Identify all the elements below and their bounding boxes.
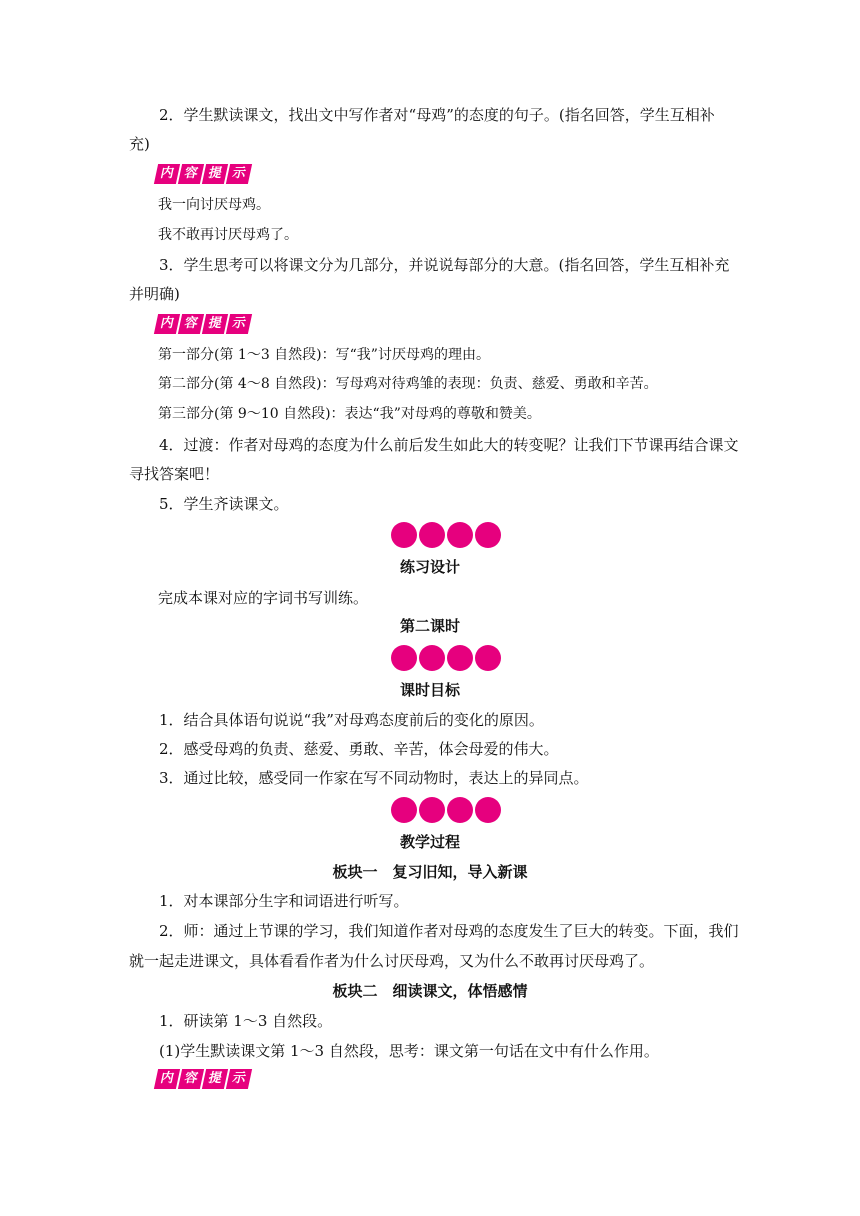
part-3-text: 第三部分(第 9～10 自然段)：表达“我”对母鸡的尊敬和赞美。 — [158, 406, 541, 422]
tip-char: 内 — [154, 164, 180, 184]
block2-step1-sub1: (1)学生默读课文第 1～3 自然段，思考：课文第一句话在文中有什么作用。 — [159, 1042, 659, 1060]
part-1-text: 第一部分(第 1～3 自然段)：写“我”讨厌母鸡的理由。 — [158, 347, 490, 363]
block1-step1: 1．对本课部分生字和词语进行听写。 — [159, 892, 409, 910]
heading-process: 教学过程 — [399, 833, 460, 851]
heading-lesson-2: 第二课时 — [399, 617, 460, 635]
tip-char: 提 — [202, 1069, 228, 1089]
section-block-2: 板块二 细读课文，体悟感情 — [332, 982, 528, 1000]
goal-1: 1．结合具体语句说说“我”对母鸡态度前后的变化的原因。 — [159, 711, 544, 729]
content-tip-badge — [156, 164, 250, 184]
tip-text-2: 我不敢再讨厌母鸡了。 — [158, 227, 298, 243]
tip-char: 提 — [202, 164, 228, 184]
paragraph-step4-line1: 4．过渡：作者对母鸡的态度为什么前后发生如此大的转变呢？让我们下节课再结合课文 — [159, 436, 739, 454]
tip-char: 内 — [154, 1069, 180, 1089]
decorative-hearts-icon — [390, 795, 502, 825]
block2-step1: 1．研读第 1～3 自然段。 — [159, 1012, 333, 1030]
paragraph-step3-line1: 3．学生思考可以将课文分为几部分，并说说每部分的大意。(指名回答，学生互相补充 — [159, 256, 730, 274]
tip-char: 容 — [178, 314, 204, 334]
paragraph-step5: 5．学生齐读课文。 — [159, 495, 289, 513]
tip-char: 示 — [226, 164, 252, 184]
tip-char: 示 — [226, 314, 252, 334]
goal-3: 3．通过比较，感受同一作家在写不同动物时，表达上的异同点。 — [159, 769, 589, 787]
tip-char: 内 — [154, 314, 180, 334]
tip-char: 容 — [178, 164, 204, 184]
goal-2: 2．感受母鸡的负责、慈爱、勇敢、辛苦，体会母爱的伟大。 — [159, 740, 559, 758]
paragraph-step2-line1: 2．学生默读课文，找出文中写作者对“母鸡”的态度的句子。(指名回答，学生互相补 — [159, 106, 715, 124]
heading-practice: 练习设计 — [399, 558, 460, 576]
tip-char: 示 — [226, 1069, 252, 1089]
tip-char: 提 — [202, 314, 228, 334]
content-tip-badge — [156, 1069, 250, 1089]
decorative-hearts-icon — [390, 643, 502, 673]
paragraph-step2-line2: 充) — [129, 135, 150, 153]
part-2-text: 第二部分(第 4～8 自然段)：写母鸡对待鸡雏的表现：负责、慈爱、勇敢和辛苦。 — [158, 376, 658, 392]
content-tip-badge — [156, 314, 250, 334]
tip-text-1: 我一向讨厌母鸡。 — [158, 197, 270, 213]
section-block-1: 板块一 复习旧知，导入新课 — [332, 863, 528, 881]
block1-step2-line2: 就一起走进课文，具体看看作者为什么讨厌母鸡，又为什么不敢再讨厌母鸡了。 — [129, 952, 655, 970]
paragraph-step4-line2: 寻找答案吧！ — [129, 465, 220, 483]
practice-text: 完成本课对应的字词书写训练。 — [158, 589, 369, 607]
tip-char: 容 — [178, 1069, 204, 1089]
block1-step2-line1: 2．师：通过上节课的学习，我们知道作者对母鸡的态度发生了巨大的转变。下面，我们 — [159, 922, 739, 940]
heading-goals: 课时目标 — [399, 681, 460, 699]
decorative-hearts-icon — [390, 520, 502, 550]
paragraph-step3-line2: 并明确) — [129, 285, 180, 303]
